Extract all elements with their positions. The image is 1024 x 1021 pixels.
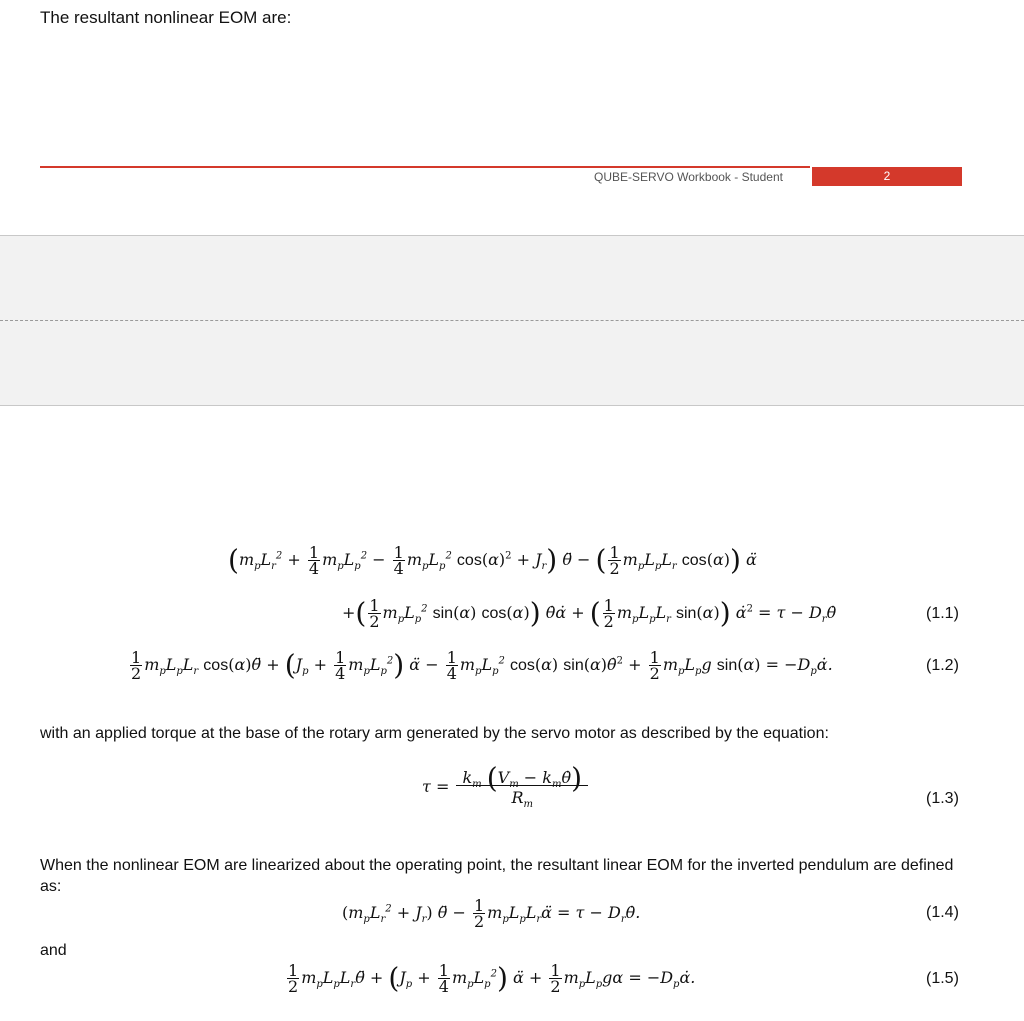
- intro-text: The resultant nonlinear EOM are:: [40, 8, 292, 27]
- equation-number-1-5: (1.5): [926, 970, 959, 987]
- equation-1-3: τ = $\frac{k_m (V_m - k_m\thetȧ)}{R_m}$: [422, 770, 590, 805]
- footer-rule: [40, 166, 810, 168]
- equation-1-4: $(m_pL_r^2 + J_r)$ θ̈ − $\frac{1}{2}$ $m_pL_pL_r\alphä = \tau$ − $D_r\thetȧ$.: [342, 896, 641, 931]
- footer-title: QUBE-SERVO Workbook - Student: [594, 170, 783, 184]
- torque-intro-paragraph: with an applied torque at the base of the rotary arm generated by the servo motor as described by the equation:: [40, 725, 829, 742]
- equation-1-1-line-2: +( $\frac{1}{2}$ $m_pL_p^2$ sin(α) cos(α)) θ̇α̇ + ( $\frac{1}{2}$ $m_pL_pL_r$ sin(α)) α̇$^2$ = $\tau - D_r\thetȧ$: [342, 596, 837, 631]
- and-text: and: [40, 942, 67, 959]
- linearized-intro-paragraph: When the nonlinear EOM are linearized about the operating point, the resultant linear EOM for the inverted pendulum are defined as:: [40, 857, 954, 895]
- equation-1-5: $\frac{1}{2}$ $m_pL_pL_r\thetä + (J_p$ + $\frac{1}{4}$ $m_pL_p^2$) α̈ + $\frac{1}{2}$ $m_pL_pg\alpha$ = $-D_p\alphȧ$.: [288, 961, 696, 996]
- equation-number-1-1: (1.1): [926, 605, 959, 622]
- page-number-badge: 2: [812, 167, 962, 186]
- page-break-divider: [0, 320, 1024, 321]
- equation-1-2: $\frac{1}{2}$ $m_pL_pL_r$ cos(α)θ̈ + ($J_p$ + $\frac{1}{4}$ $m_pL_p^2$) α̈ − $\frac{1}{4}$ $m_pL_p^2$ cos(α) sin(α)θ̇$^2$ + $\frac{1}{2}$ $m_pL_pg$ $\sin(\alpha) = -D_p\alphȧ$.: [131, 648, 833, 683]
- equation-number-1-4: (1.4): [926, 904, 959, 921]
- equation-number-1-2: (1.2): [926, 657, 959, 674]
- equation-number-1-3: (1.3): [926, 790, 959, 807]
- equation-1-1-line-1: ($m_pL_r^2$ + $\frac{1}{4}$ $m_pL_p^2$ − $\frac{1}{4}$ $m_pL_p^2$ $\cos(\alpha)^2 + J_r$) θ̈ − ( $\frac{1}{2}$ $m_pL_pL_r$ cos(α)) α̈: [228, 543, 757, 578]
